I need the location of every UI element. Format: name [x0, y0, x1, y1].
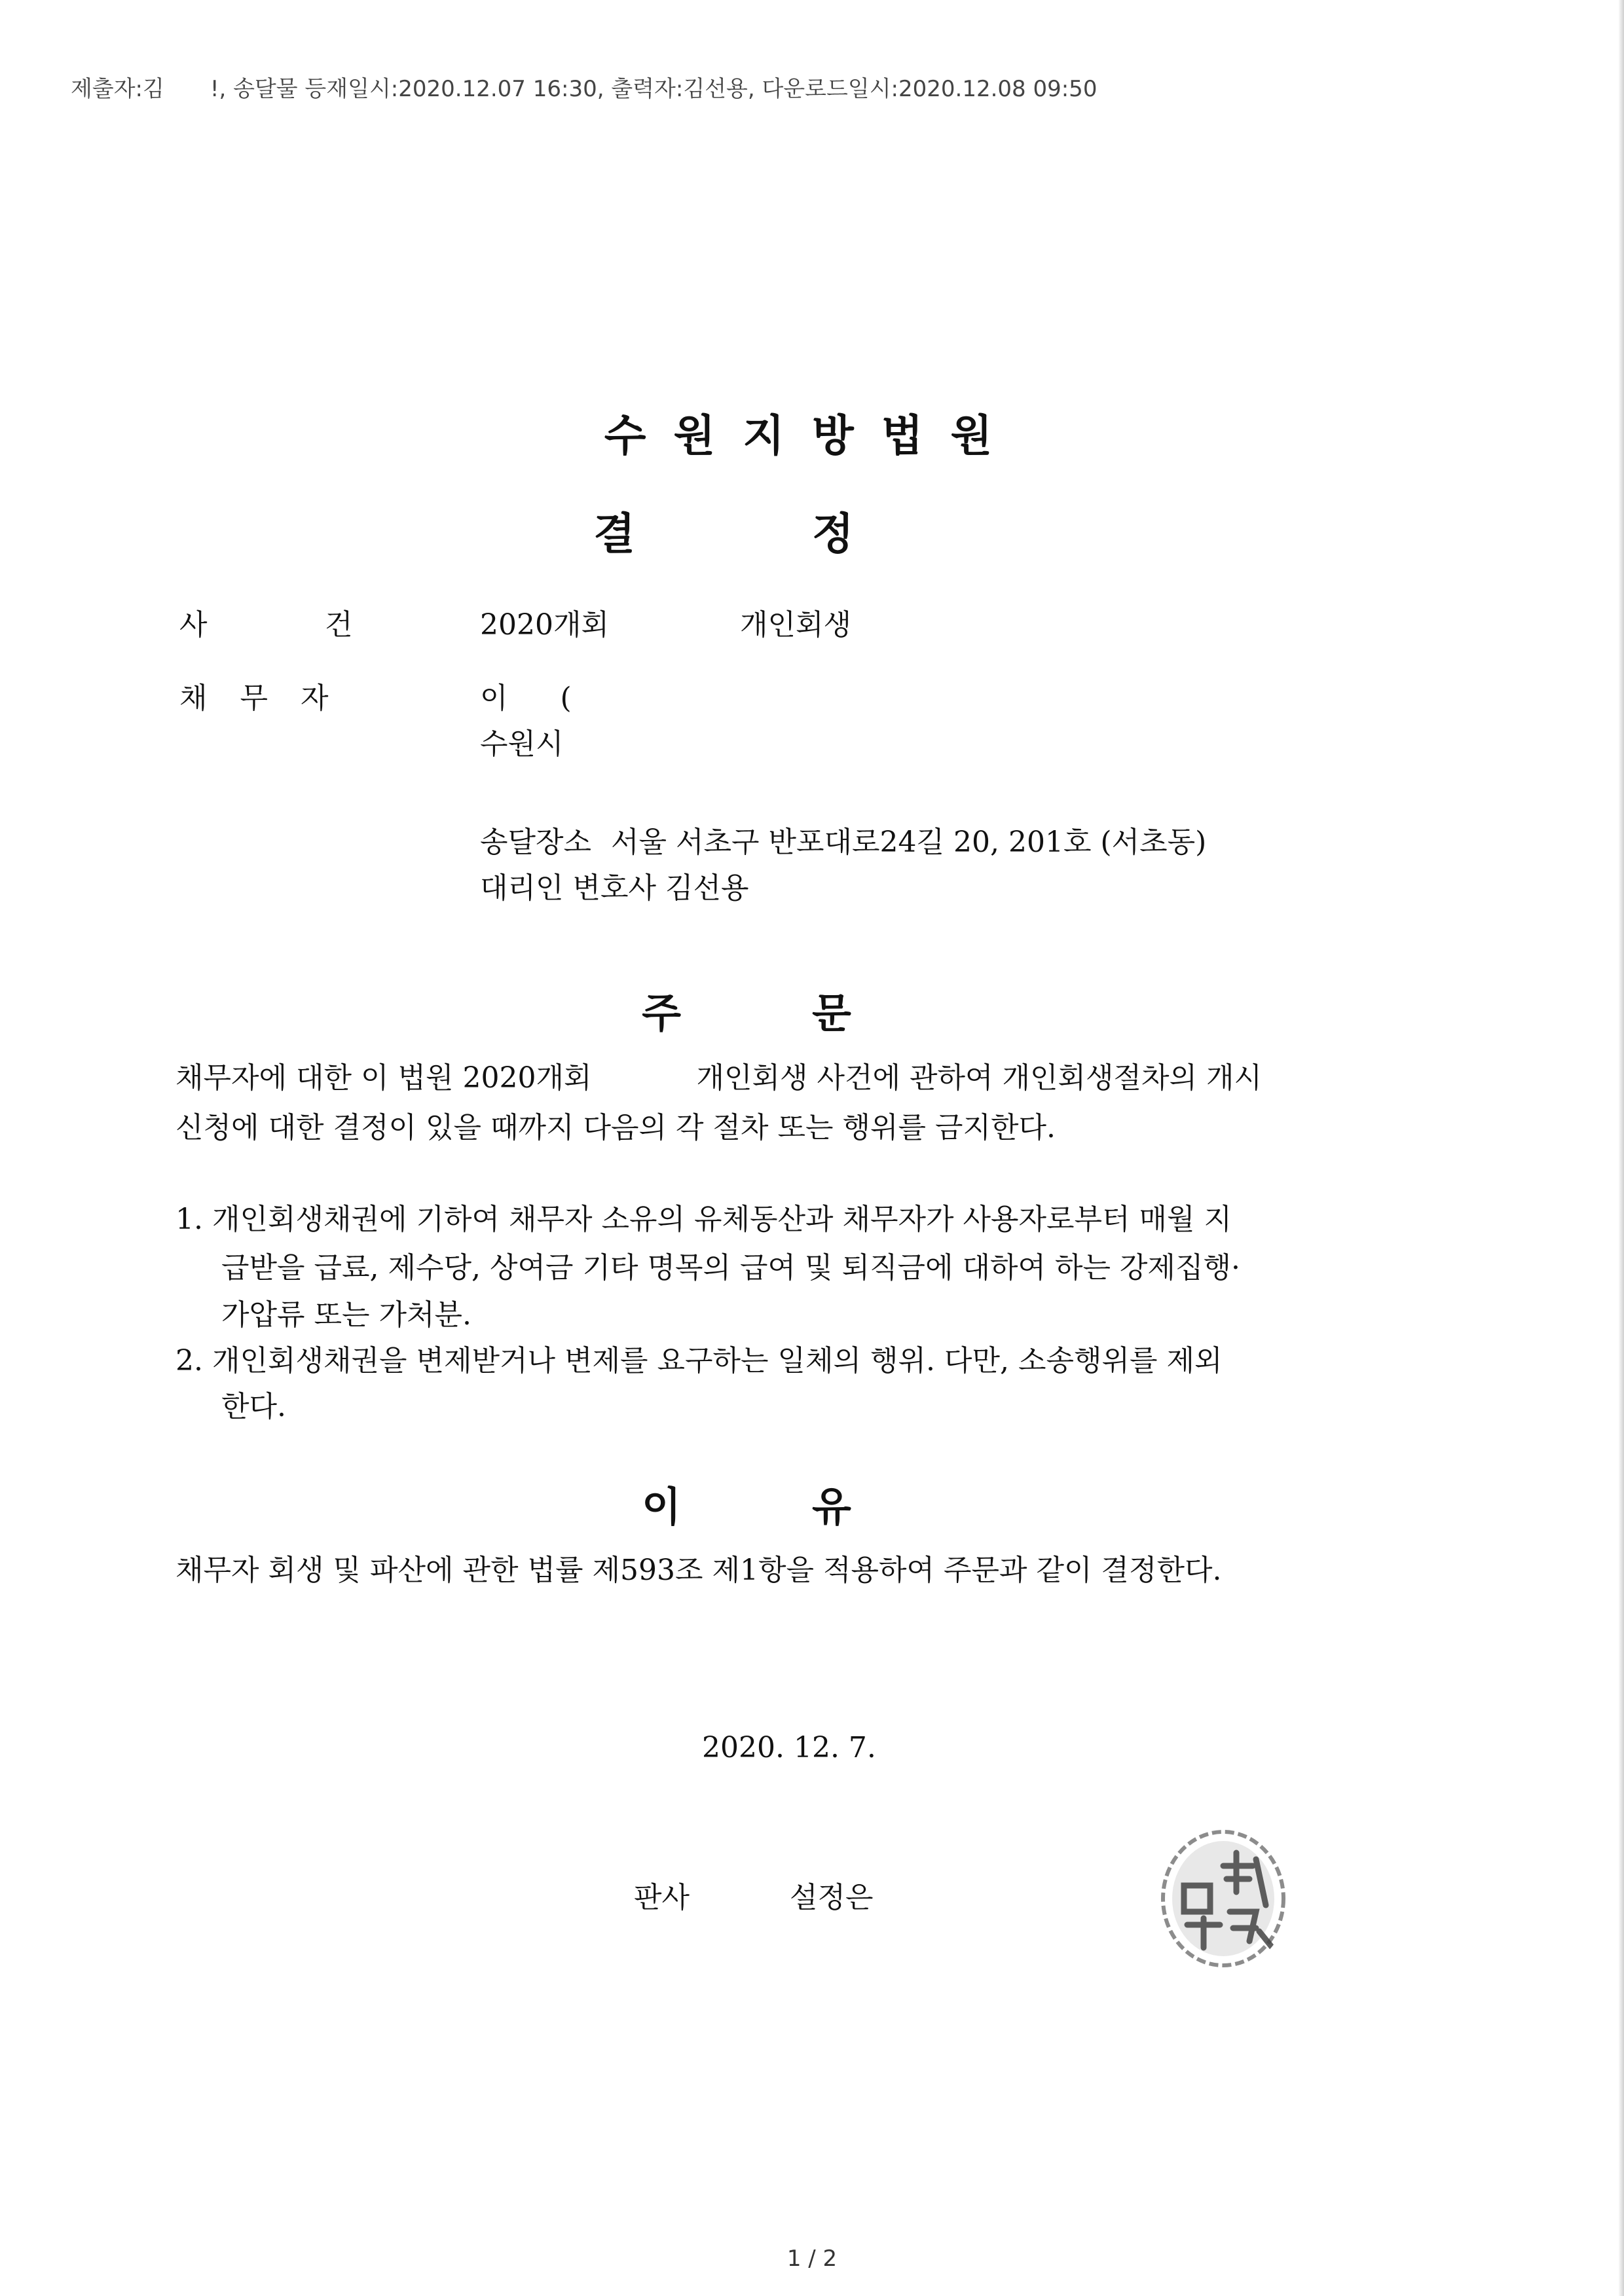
case-number: 2020개회 — [480, 608, 609, 642]
agent: 대리인 변호사 김선용 — [480, 871, 749, 905]
order-intro-part-a: 채무자에 대한 이 법원 2020개회 — [175, 1061, 592, 1095]
reason-title: 이유 — [642, 1483, 982, 1531]
header-details: !, 송달물 등재일시:2020.12.07 16:30, 출력자:김선용, 다운로드일시:2020.12.08 09:50 — [210, 76, 1098, 102]
submission-header — [71, 71, 1097, 103]
order-item-2-line2: 한다. — [221, 1390, 286, 1423]
debtor-name-paren: ( — [560, 682, 572, 715]
service-place — [480, 818, 1206, 860]
debtor-name-text: 이 — [480, 682, 508, 715]
order-title: 주문 — [642, 989, 982, 1037]
service-place-label: 송달장소 — [480, 826, 592, 859]
judge-name: 설정은 — [790, 1881, 874, 1914]
judge-seal-icon — [1158, 1827, 1289, 1971]
judge-title: 판사 — [634, 1881, 690, 1914]
case-type: 개인회생 — [740, 608, 852, 642]
scan-edge — [1619, 0, 1624, 2296]
order-item-1-line2: 급받을 급료, 제수당, 상여금 기타 명목의 급여 및 퇴직금에 대하여 하는 강제집행· — [221, 1251, 1240, 1285]
page-number: 1 / 2 — [786, 2246, 838, 2272]
order-intro-line2: 신청에 대한 결정이 있을 때까지 다음의 각 절차 또는 행위를 금지한다. — [175, 1111, 1056, 1144]
debtor-label: 채무자 — [179, 682, 361, 715]
order-intro-line1 — [175, 1054, 1262, 1096]
service-place-address: 서울 서초구 반포대로24길 20, 201호 (서초동) — [611, 826, 1207, 859]
order-item-1-line1: 1. 개인회생채권에 기하여 채무자 소유의 유체동산과 채무자가 사용자로부터 매월 지 — [175, 1203, 1232, 1236]
order-intro-part-b: 개인회생 사건에 관하여 개인회생절차의 개시 — [696, 1061, 1262, 1095]
order-item-1-line3: 가압류 또는 가처분. — [221, 1298, 471, 1332]
reason-text: 채무자 회생 및 파산에 관한 법률 제593조 제1항을 적용하여 주문과 같이 결정한다. — [175, 1554, 1222, 1587]
case-label-2: 건 — [325, 608, 353, 642]
header-submitter: 제출자:김 — [71, 76, 164, 102]
document-type: 결정 — [593, 509, 1031, 559]
order-item-2-line1: 2. 개인회생채권을 변제받거나 변제를 요구하는 일체의 행위. 다만, 소송행위를 제외 — [175, 1344, 1223, 1377]
decision-date: 2020. 12. 7. — [702, 1731, 876, 1764]
debtor-name — [480, 674, 572, 716]
court-name: 수원지방법원 — [604, 410, 1020, 461]
case-label-1: 사 — [179, 608, 208, 642]
debtor-address: 수원시 — [480, 727, 564, 761]
